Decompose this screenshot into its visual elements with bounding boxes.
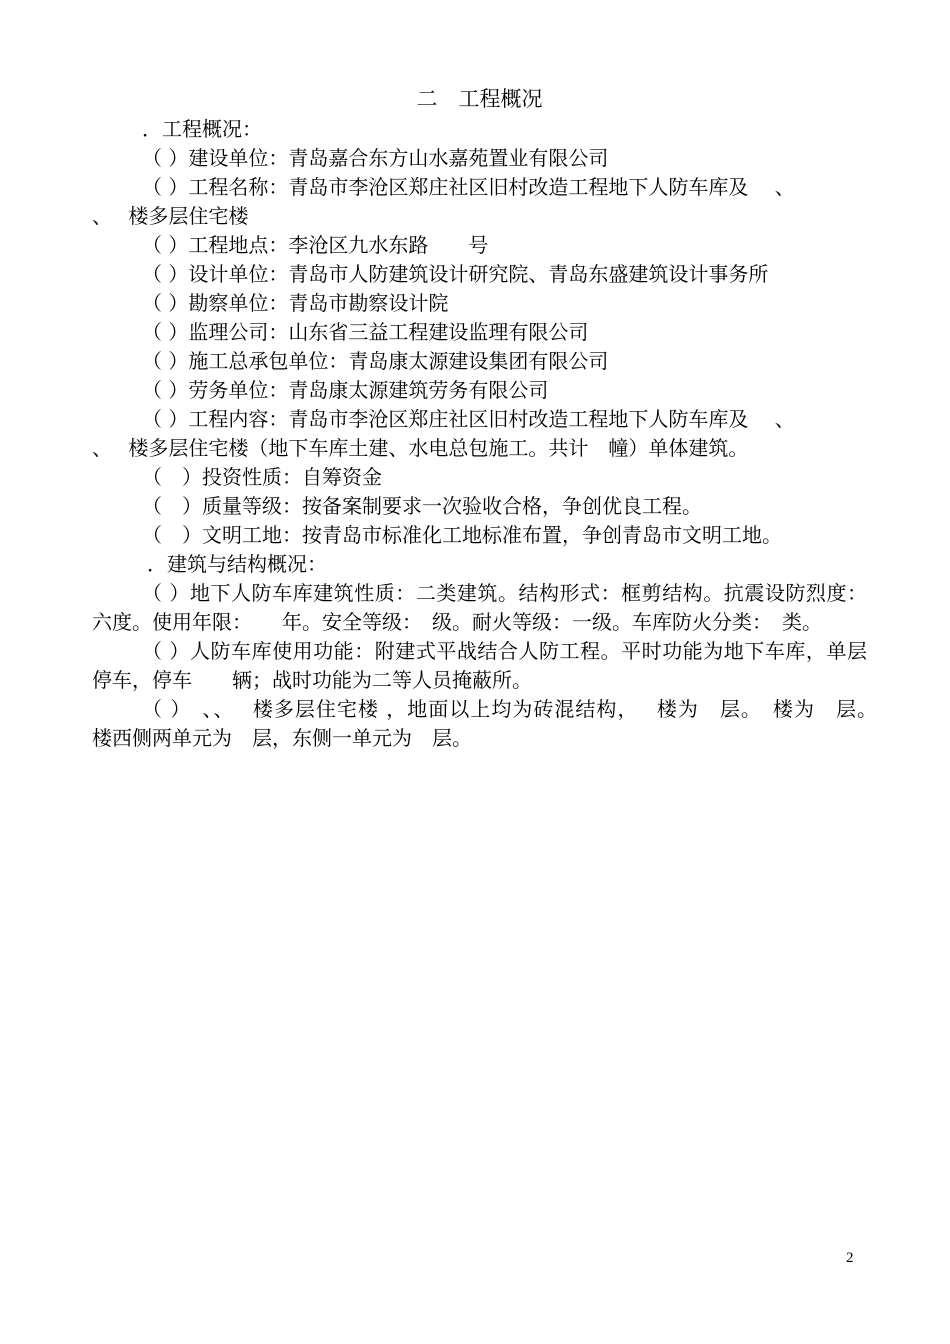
item-quality-level: （ ）质量等级：按备案制要求一次验收合格，争创优良工程。 (142, 494, 702, 518)
item-project-location: （ ）工程地点：李沧区九水东路 号 (142, 233, 489, 257)
item-project-content: （ ）工程内容：青岛市李沧区郑庄社区旧村改造工程地下人防车库及 、 (142, 407, 795, 431)
item-survey-unit: （ ）勘察单位：青岛市勘察设计院 (142, 291, 449, 315)
item-project-content-continued: 、 楼多层住宅楼（地下车库土建、水电总包施工。共计 幢）单体建筑。 (92, 436, 749, 460)
document-body (92, 85, 887, 753)
item-supervision-company: （ ）监理公司：山东省三益工程建设监理有限公司 (142, 320, 589, 344)
item-civilized-site: （ ）文明工地：按青岛市标准化工地标准布置，争创青岛市文明工地。 (142, 523, 782, 547)
subsection-heading-project: ．工程概况： (142, 117, 262, 141)
paragraph-residential-buildings: （ ） 、、 楼多层住宅楼 ，地面以上均为砖混结构， 楼为 层。 楼为 层。 楼西侧两单元为 层，东侧一单元为 层。 (92, 697, 887, 750)
item-project-name: （ ）工程名称：青岛市李沧区郑庄社区旧村改造工程地下人防车库及 、 (142, 175, 795, 199)
item-project-name-continued: 、 楼多层住宅楼 (92, 204, 249, 228)
paragraph-garage-function: （ ）人防车库使用功能：附建式平战结合人防工程。平时功能为地下车库，单层停车，停车 辆；战时功能为二等人员掩蔽所。 (92, 639, 867, 692)
page-number: 2 (846, 1250, 854, 1266)
paragraph-garage-properties: （ ）地下人防车库建筑性质：二类建筑。结构形式：框剪结构。抗震设防烈度：六度。使用年限： 年。安全等级： 级。耐火等级：一级。车库防火分类： 类。 (92, 581, 867, 634)
item-design-unit: （ ）设计单位：青岛市人防建筑设计研究院、青岛东盛建筑设计事务所 (142, 262, 769, 286)
section-title: 二 工程概况 (416, 87, 543, 111)
subsection-heading-structure: ．建筑与结构概况： (147, 552, 327, 576)
item-construction-unit: （ ）建设单位：青岛嘉合东方山水嘉苑置业有限公司 (142, 146, 609, 170)
item-labor-unit: （ ）劳务单位：青岛康太源建筑劳务有限公司 (142, 378, 549, 402)
item-general-contractor: （ ）施工总承包单位：青岛康太源建设集团有限公司 (142, 349, 609, 373)
item-investment-nature: （ ）投资性质：自筹资金 (142, 465, 382, 489)
